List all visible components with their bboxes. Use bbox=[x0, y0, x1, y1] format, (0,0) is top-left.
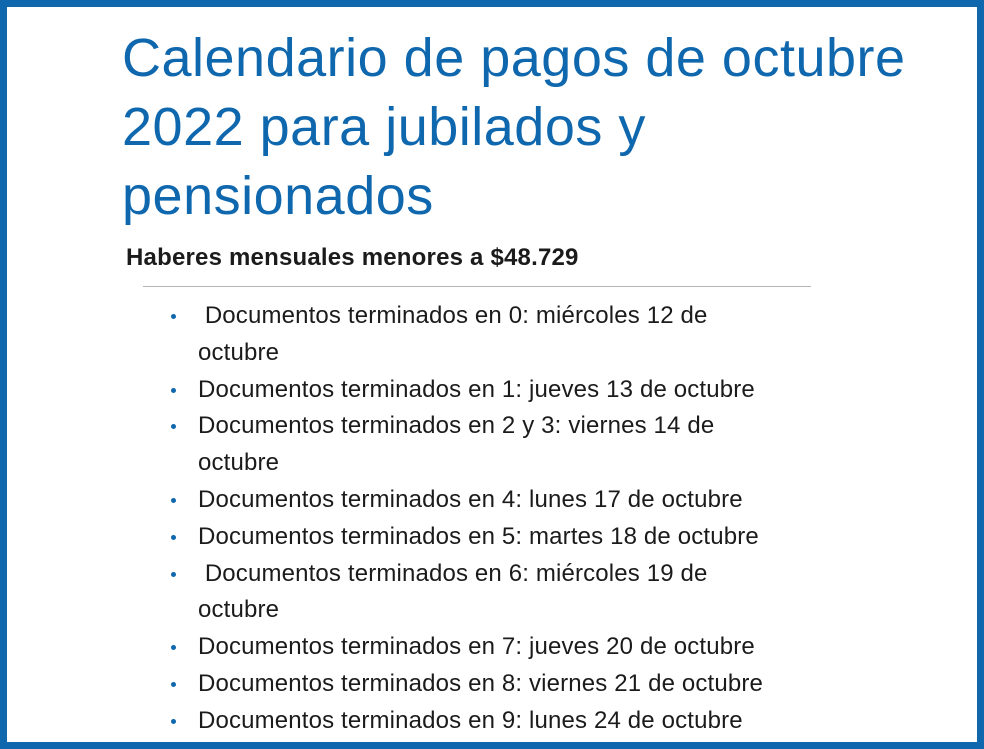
bullet-icon bbox=[171, 498, 176, 503]
bullet-icon bbox=[171, 535, 176, 540]
list-item-text: Documentos terminados en 1: jueves 13 de octubre bbox=[198, 375, 755, 403]
bullet-icon bbox=[171, 682, 176, 687]
bullet-icon bbox=[171, 388, 176, 393]
list-item-text: Documentos terminados en 9: lunes 24 de octubre bbox=[198, 706, 743, 734]
divider bbox=[143, 286, 811, 287]
list-item bbox=[167, 372, 867, 409]
list-item bbox=[167, 703, 867, 740]
bullet-icon bbox=[171, 719, 176, 724]
subtitle: Haberes mensuales menores a $48.729 bbox=[126, 244, 579, 271]
list-item-text: Documentos terminados en 8: viernes 21 de octubre bbox=[198, 669, 763, 697]
list-item-text: Documentos terminados en 6: miércoles 19 de octubre bbox=[198, 559, 715, 624]
payment-schedule-list bbox=[167, 298, 867, 740]
list-item bbox=[167, 298, 788, 372]
list-item-text: Documentos terminados en 5: martes 18 de octubre bbox=[198, 522, 759, 550]
list-item bbox=[167, 629, 867, 666]
bullet-icon bbox=[171, 572, 176, 577]
list-item-text: Documentos terminados en 0: miércoles 12 de octubre bbox=[198, 302, 715, 366]
bullet-icon bbox=[171, 314, 176, 319]
bullet-icon bbox=[171, 424, 176, 429]
list-item-text: Documentos terminados en 2 y 3: viernes 14 de octubre bbox=[198, 412, 715, 477]
bullet-icon bbox=[171, 645, 176, 650]
list-item-text: Documentos terminados en 4: lunes 17 de octubre bbox=[198, 485, 743, 513]
list-item bbox=[167, 556, 788, 630]
list-item bbox=[167, 482, 867, 519]
list-item-text: Documentos terminados en 7: jueves 20 de octubre bbox=[198, 633, 755, 661]
page-title: Calendario de pagos de octubre 2022 para jubilados y pensionados bbox=[122, 28, 906, 226]
list-item bbox=[167, 519, 867, 556]
list-item bbox=[167, 408, 788, 482]
list-item bbox=[167, 666, 867, 703]
